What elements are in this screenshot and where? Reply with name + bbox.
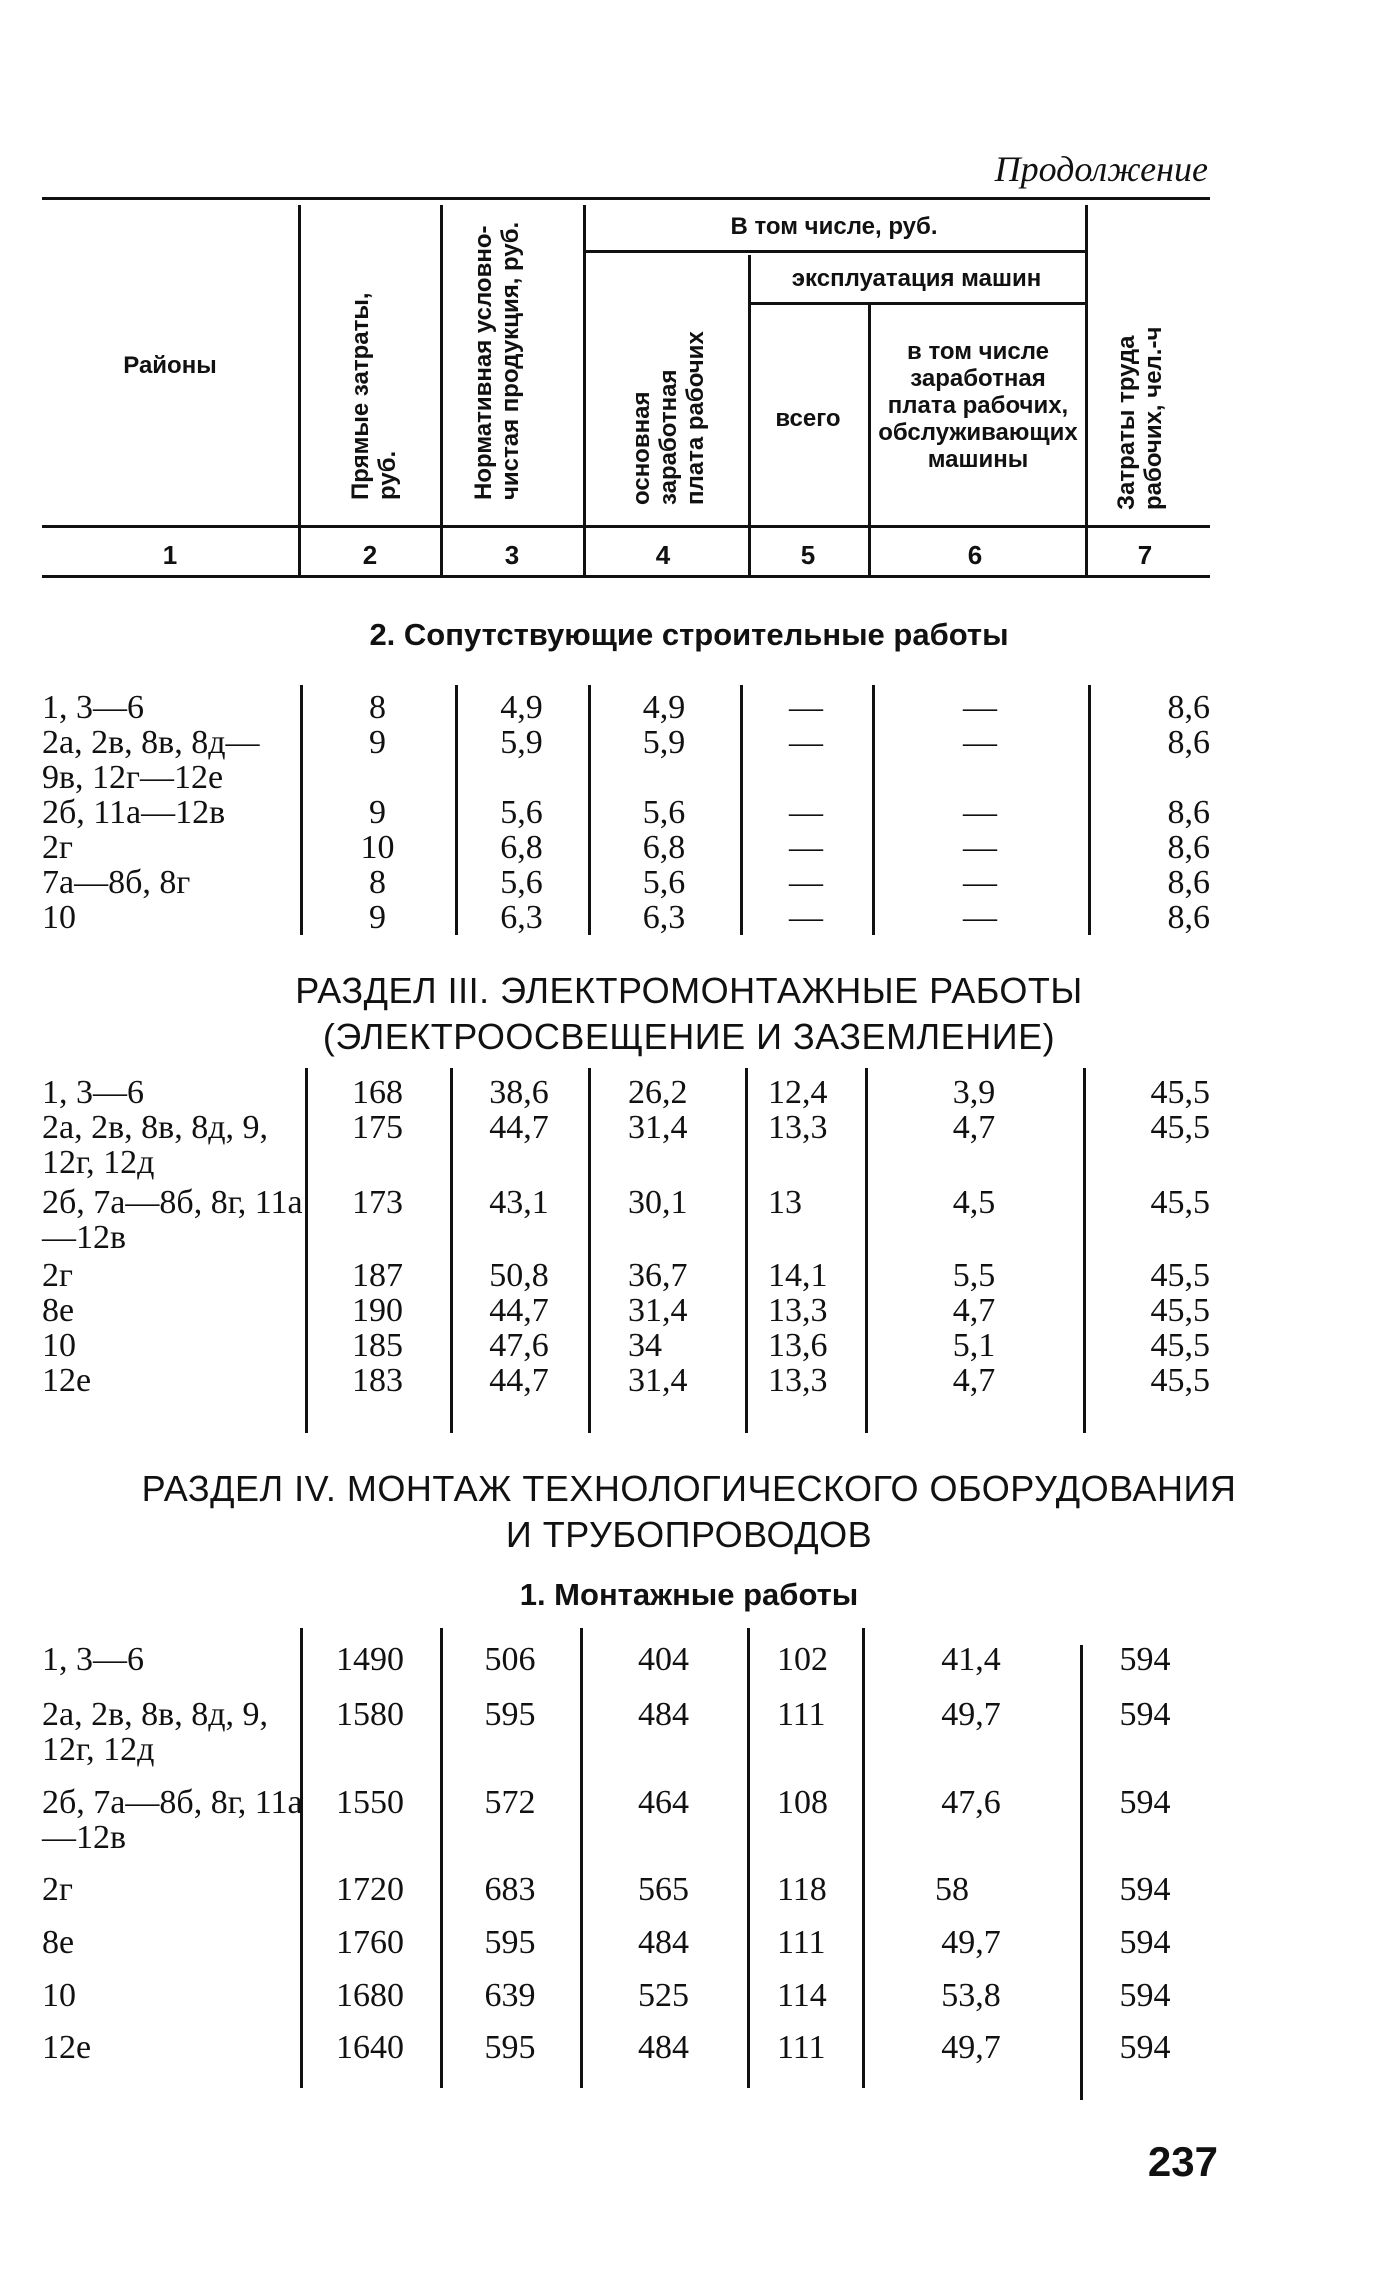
s1-row-1-c6: —: [963, 689, 997, 726]
s3-row-7-c2: 1640: [336, 2029, 404, 2066]
s1-row-1-region: 1, 3—6: [42, 689, 144, 726]
s3-row-5-c4: 484: [638, 1924, 689, 1961]
s2-row-4-c3: 50,8: [489, 1257, 549, 1294]
page-number: 237: [1147, 2138, 1218, 2185]
colnum-1: 1: [162, 540, 178, 570]
s1-row-1-c5: —: [789, 689, 823, 726]
s3-row-5-c3: 595: [484, 1924, 536, 1961]
s3-title-line-1: РАЗДЕЛ IV. МОНТАЖ ТЕХНОЛОГИЧЕСКОГО ОБОРУДОВАНИЯ: [141, 1468, 1237, 1509]
s3-row-5-c5: 111: [777, 1924, 826, 1961]
s3-row-2-c6: 49,7: [941, 1696, 1001, 1733]
header-sub-rule-1: [583, 250, 1085, 253]
s1-row-6-c7: 8,6: [1167, 899, 1210, 936]
s2-row-4-c6: 5,5: [952, 1257, 996, 1294]
s3-row-1-c7: 594: [1119, 1641, 1171, 1678]
s1-row-1-c4: 4,9: [642, 689, 686, 726]
s2-row-7-c3: 44,7: [489, 1362, 549, 1399]
s3-row-2-c3: 595: [484, 1696, 536, 1733]
s2-row-4-region: 2г: [42, 1257, 73, 1294]
s1-row-6-c6: —: [963, 899, 997, 936]
s1-row-3-c5: —: [789, 794, 823, 831]
s3-row-4-c2: 1720: [336, 1871, 404, 1908]
s3-row-5-region: 8е: [42, 1924, 75, 1961]
s1-row-2-c3: 5,9: [500, 724, 543, 761]
s3-row-4-c5: 118: [777, 1871, 827, 1908]
s3-row-3-c4: 464: [638, 1784, 689, 1821]
s3-row-6-region: 10: [42, 1977, 76, 2014]
s3-divider-4: [747, 1628, 750, 2088]
s1-row-5-region: 7а—8б, 8г: [42, 864, 191, 901]
s2-row-2-c6: 4,7: [952, 1109, 996, 1146]
s3-title-line-2: И ТРУБОПРОВОДОВ: [505, 1514, 873, 1555]
s1-row-2-region: 2а, 2в, 8в, 8д—9в, 12г—12е: [42, 724, 260, 796]
s3-row-1-c2: 1490: [336, 1641, 404, 1678]
s3-row-5-c6: 49,7: [941, 1924, 1001, 1961]
s1-row-4-c7: 8,6: [1167, 829, 1210, 866]
s2-row-1-c4: 26,2: [628, 1074, 688, 1111]
s2-row-5-c4: 31,4: [628, 1292, 688, 1329]
s3-row-1-c3: 506: [484, 1641, 536, 1678]
s3-row-6-c3: 639: [484, 1977, 536, 2014]
header-incl-rub: В том числе, руб.: [730, 213, 938, 240]
s3-row-2-c5: 111: [777, 1696, 826, 1733]
s1-row-4-c2: 10: [360, 829, 395, 866]
s2-row-6-c5: 13,6: [768, 1327, 828, 1364]
s3-row-5-c2: 1760: [336, 1924, 404, 1961]
s2-row-6-c7: 45,5: [1150, 1327, 1210, 1364]
s2-row-1-region: 1, 3—6: [42, 1074, 144, 1111]
header-top-rule: [42, 197, 1210, 200]
s2-row-6-region: 10: [42, 1327, 76, 1364]
s1-row-3-region: 2б, 11а—12в: [42, 794, 226, 831]
s3-row-7-c5: 111: [777, 2029, 826, 2066]
s2-row-2-c7: 45,5: [1150, 1109, 1210, 1146]
s1-row-2-c6: —: [963, 724, 997, 761]
s2-row-3-c7: 45,5: [1150, 1184, 1210, 1221]
s2-row-7-c6: 4,7: [952, 1362, 996, 1399]
colnum-2: 2: [362, 540, 378, 570]
s1-row-4-region: 2г: [42, 829, 73, 866]
s3-row-6-c7: 594: [1119, 1977, 1171, 2014]
s2-row-5-region: 8е: [42, 1292, 75, 1329]
s2-row-6-c2: 185: [352, 1327, 403, 1364]
s3-subtitle: 1. Монтажные работы: [519, 1577, 859, 1612]
s2-row-4-c4: 36,7: [628, 1257, 688, 1294]
s3-row-7-c3: 595: [484, 2029, 536, 2066]
s3-row-3-c5: 108: [777, 1784, 828, 1821]
s3-row-7-c4: 484: [638, 2029, 689, 2066]
s1-row-5-c6: —: [963, 864, 997, 901]
s2-row-5-c7: 45,5: [1150, 1292, 1210, 1329]
s2-row-2-c5: 13,3: [768, 1109, 828, 1146]
s3-row-4-c3: 683: [484, 1871, 536, 1908]
s2-row-5-c2: 190: [352, 1292, 403, 1329]
s1-row-5-c2: 8: [369, 864, 386, 901]
s3-row-1-c5: 102: [777, 1641, 828, 1678]
s2-row-6-c3: 47,6: [489, 1327, 549, 1364]
header-divider-5: [868, 305, 871, 575]
colnum-bottom-rule: [42, 575, 1210, 578]
s3-row-6-c4: 525: [638, 1977, 689, 2014]
s1-row-5-c4: 5,6: [642, 864, 686, 901]
s2-row-5-c5: 13,3: [768, 1292, 828, 1329]
s2-row-1-c7: 45,5: [1150, 1074, 1210, 1111]
s2-row-1-c5: 12,4: [768, 1074, 828, 1111]
s1-row-6-c4: 6,3: [642, 899, 686, 936]
header-divider-2: [440, 205, 443, 575]
s1-row-1-c7: 8,6: [1167, 689, 1210, 726]
s3-row-6-c2: 1680: [336, 1977, 404, 2014]
s1-row-2-c7: 8,6: [1167, 724, 1210, 761]
s2-row-3-c3: 43,1: [489, 1184, 549, 1221]
s2-row-3-region: 2б, 7а—8б, 8г, 11а—12в: [42, 1184, 303, 1256]
header-divider-3: [583, 205, 586, 575]
colnum-5: 5: [800, 540, 816, 570]
s1-row-3-c6: —: [963, 794, 997, 831]
continuation-label: Продолжение: [994, 149, 1208, 189]
s3-row-3-region: 2б, 7а—8б, 8г, 11а—12в: [42, 1784, 303, 1856]
s3-row-7-region: 12е: [42, 2029, 92, 2066]
s3-row-1-region: 1, 3—6: [42, 1641, 144, 1678]
header-labor: Затраты труда рабочих, чел.-ч: [1113, 326, 1167, 510]
s2-row-7-c7: 45,5: [1150, 1362, 1210, 1399]
s1-row-3-c4: 5,6: [642, 794, 686, 831]
s2-row-4-c5: 14,1: [768, 1257, 828, 1294]
s1-row-5-c3: 5,6: [500, 864, 543, 901]
s3-row-4-c4: 565: [638, 1871, 689, 1908]
s3-row-6-c5: 114: [777, 1977, 827, 2014]
s2-row-3-c6: 4,5: [952, 1184, 996, 1221]
s2-row-1-c2: 168: [352, 1074, 403, 1111]
header-sub-rule-2: [748, 302, 1085, 305]
s2-row-7-c4: 31,4: [628, 1362, 688, 1399]
header-normative-products: Нормативная условно-чистая продукция, руб.: [470, 221, 524, 500]
s1-row-3-c3: 5,6: [500, 794, 543, 831]
s1-row-6-c5: —: [789, 899, 823, 936]
s2-row-2-c2: 175: [352, 1109, 403, 1146]
s1-row-6-c3: 6,3: [500, 899, 543, 936]
s3-row-3-c2: 1550: [336, 1784, 404, 1821]
s1-row-4-c5: —: [789, 829, 823, 866]
s3-row-2-c7: 594: [1119, 1696, 1171, 1733]
s1-row-4-c3: 6,8: [500, 829, 543, 866]
s1-row-3-c2: 9: [369, 794, 386, 831]
header-divider-1: [298, 205, 301, 575]
s1-row-4-c4: 6,8: [642, 829, 686, 866]
header-basic-wage: основная заработная плата рабочих: [628, 331, 709, 505]
s2-row-7-region: 12е: [42, 1362, 92, 1399]
s2-row-5-c3: 44,7: [489, 1292, 549, 1329]
s1-row-2-c4: 5,9: [642, 724, 686, 761]
header-bottom-rule: [42, 525, 1210, 528]
s2-divider-4: [745, 1068, 748, 1433]
s3-row-6-c6: 53,8: [941, 1977, 1001, 2014]
s2-row-7-c5: 13,3: [768, 1362, 828, 1399]
header-divider-6: [1085, 205, 1088, 575]
s2-title-line-1: РАЗДЕЛ III. ЭЛЕКТРОМОНТАЖНЫЕ РАБОТЫ: [295, 970, 1083, 1011]
s2-row-2-c4: 31,4: [628, 1109, 688, 1146]
s3-row-7-c6: 49,7: [941, 2029, 1001, 2066]
s1-row-4-c6: —: [963, 829, 997, 866]
colnum-4: 4: [655, 540, 671, 570]
s2-row-7-c2: 183: [352, 1362, 403, 1399]
s2-row-6-c4: 34: [628, 1327, 662, 1364]
colnum-7: 7: [1137, 540, 1153, 570]
s2-row-2-region: 2а, 2в, 8в, 8д, 9, 12г, 12д: [42, 1109, 268, 1181]
header-machines: эксплуатация машин: [791, 265, 1042, 292]
s3-row-2-c4: 484: [638, 1696, 689, 1733]
s2-row-2-c3: 44,7: [489, 1109, 549, 1146]
colnum-3: 3: [504, 540, 520, 570]
s3-row-1-c4: 404: [638, 1641, 689, 1678]
s1-row-1-c2: 8: [369, 689, 386, 726]
s1-row-1-c3: 4,9: [500, 689, 543, 726]
s3-row-3-c7: 594: [1119, 1784, 1171, 1821]
s3-row-4-c7: 594: [1119, 1871, 1171, 1908]
s3-row-3-c3: 572: [484, 1784, 536, 1821]
s1-row-2-c2: 9: [369, 724, 386, 761]
s3-row-3-c6: 47,6: [941, 1784, 1001, 1821]
header-regions: Районы: [123, 352, 217, 379]
s2-row-4-c2: 187: [352, 1257, 403, 1294]
s1-row-5-c7: 8,6: [1167, 864, 1210, 901]
s2-row-1-c3: 38,6: [489, 1074, 549, 1111]
s3-row-2-region: 2а, 2в, 8в, 8д, 9, 12г, 12д: [42, 1696, 268, 1768]
s1-row-3-c7: 8,6: [1167, 794, 1210, 831]
s3-row-7-c7: 594: [1119, 2029, 1171, 2066]
s1-row-6-c2: 9: [369, 899, 386, 936]
s1-row-2-c5: —: [789, 724, 823, 761]
s2-row-4-c7: 45,5: [1150, 1257, 1210, 1294]
s1-row-5-c5: —: [789, 864, 823, 901]
s3-row-1-c6: 41,4: [941, 1641, 1001, 1678]
s2-row-3-c2: 173: [352, 1184, 403, 1221]
s2-divider-3: [588, 1068, 591, 1433]
s1-row-6-region: 10: [42, 899, 76, 936]
s2-row-3-c4: 30,1: [628, 1184, 688, 1221]
header-machines-total: всего: [775, 405, 841, 432]
s2-row-3-c5: 13: [768, 1184, 802, 1221]
s1-subtitle: 2. Сопутствующие строительные работы: [369, 617, 1009, 652]
header-machine-wage: в том числе заработная плата рабочих, обслуживающих машины: [878, 338, 1078, 473]
s2-row-5-c6: 4,7: [952, 1292, 996, 1329]
s3-row-4-region: 2г: [42, 1871, 73, 1908]
header-direct-costs: Прямые затраты, руб.: [347, 292, 401, 500]
s3-row-4-c6: 58: [935, 1871, 969, 1908]
s3-row-2-c2: 1580: [336, 1696, 404, 1733]
s3-row-5-c7: 594: [1119, 1924, 1171, 1961]
s2-title-line-2: (ЭЛЕКТРООСВЕЩЕНИЕ И ЗАЗЕМЛЕНИЕ): [322, 1016, 1056, 1057]
s2-row-6-c6: 5,1: [952, 1327, 996, 1364]
s2-row-1-c6: 3,9: [952, 1074, 996, 1111]
colnum-6: 6: [967, 540, 983, 570]
